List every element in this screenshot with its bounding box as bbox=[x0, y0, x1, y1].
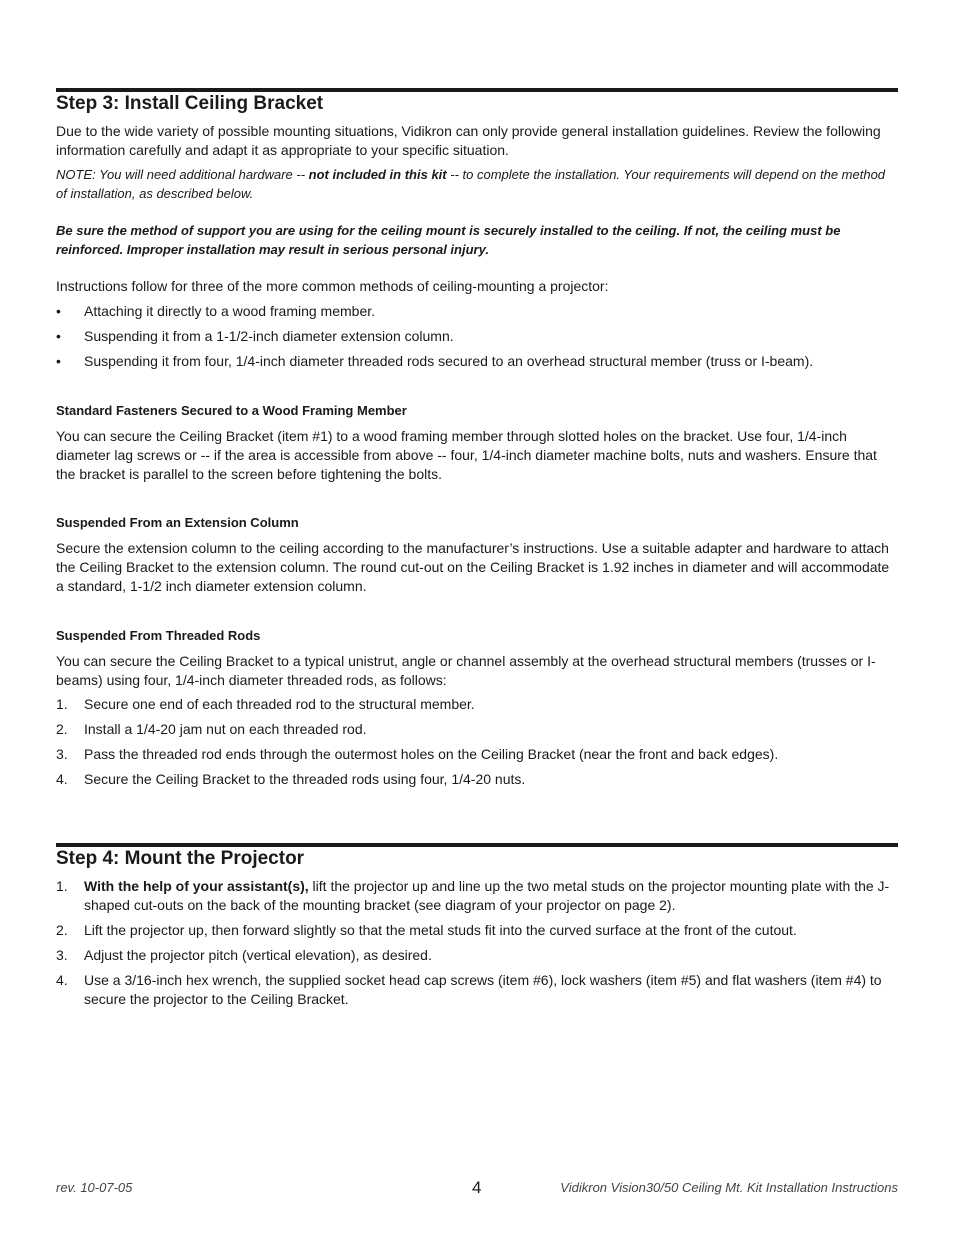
list-item-text: Adjust the projector pitch (vertical elevation), as desired. bbox=[84, 947, 432, 963]
step3-intro: Due to the wide variety of possible mounting situations, Vidikron can only provide general installation guidelines. Review the following information carefully and adapt it as appropriate to your specific situation. bbox=[56, 123, 881, 158]
list-item-text: Lift the projector up, then forward slightly so that the metal studs fit into the curved surface at the front of the cutout. bbox=[84, 922, 797, 938]
list-item-text: Secure the Ceiling Bracket to the threaded rods using four, 1/4-20 nuts. bbox=[84, 771, 526, 787]
column-text: Secure the extension column to the ceiling according to the manufacturer’s instructions. Use a suitable adapter and hardware to attach the Ceiling Bracket to the extension column. The round cut-out on the Ceiling Bracket is 1.92 inches in diameter and will accommodate a standard, 1-1/2 inch diameter extension column. bbox=[56, 540, 890, 594]
number-marker: 1. bbox=[56, 878, 68, 894]
rods-heading: Suspended From Threaded Rods bbox=[56, 628, 261, 643]
number-marker: 2. bbox=[56, 922, 68, 938]
number-marker: 3. bbox=[56, 947, 68, 963]
step3-warning: Be sure the method of support you are using for the ceiling mount is securely installed to the ceiling. If not, the ceiling must be reinforced. Improper installation may result in serious personal injury. bbox=[56, 223, 841, 257]
list-item bbox=[56, 695, 898, 714]
methods-intro: Instructions follow for three of the more common methods of ceiling-mounting a projector: bbox=[56, 278, 609, 294]
step3-title: Step 3: Install Ceiling Bracket bbox=[56, 93, 324, 114]
list-item-text: Secure one end of each threaded rod to the structural member. bbox=[84, 696, 475, 712]
list-item bbox=[56, 946, 898, 965]
list-item bbox=[56, 352, 898, 371]
footer-document-title: Vidikron Vision30/50 Ceiling Mt. Kit Installation Instructions bbox=[560, 1180, 898, 1195]
list-item-text: Suspending it from four, 1/4-inch diameter threaded rods secured to an overhead structural member (truss or I-beam). bbox=[84, 353, 814, 369]
column-heading: Suspended From an Extension Column bbox=[56, 515, 299, 530]
number-marker: 2. bbox=[56, 721, 68, 737]
list-item-text bbox=[84, 877, 898, 915]
list-item bbox=[56, 971, 898, 1009]
list-item bbox=[56, 720, 898, 739]
list-item-text: Suspending it from a 1-1/2-inch diameter extension column. bbox=[84, 328, 454, 344]
list-item-text: Attaching it directly to a wood framing member. bbox=[84, 303, 376, 319]
bullet-marker: • bbox=[56, 353, 61, 369]
list-item bbox=[56, 921, 898, 940]
note-suffix: -- to complete the installation. Your requirements will depend on the method of installation, as described below. bbox=[56, 167, 886, 201]
note-prefix: NOTE: You will need additional hardware -- bbox=[56, 167, 309, 182]
number-marker: 1. bbox=[56, 696, 68, 712]
section-rule bbox=[56, 88, 898, 92]
list-item bbox=[56, 327, 898, 346]
list-item bbox=[56, 877, 898, 915]
list-item-text: Pass the threaded rod ends through the outermost holes on the Ceiling Bracket (near the front and back edges). bbox=[84, 746, 779, 762]
wood-heading: Standard Fasteners Secured to a Wood Framing Member bbox=[56, 403, 407, 418]
wood-text: You can secure the Ceiling Bracket (item #1) to a wood framing member through slotted holes on the bracket. Use four, 1/4-inch diameter lag screws or -- if the area is accessible from above -- four, 1/4-inch diameter machine bolts, nuts and washers. Ensure that the bracket is parallel to the screen before tightening the bolts. bbox=[56, 428, 877, 482]
rods-text: You can secure the Ceiling Bracket to a typical unistrut, angle or channel assembly at the overhead structural members (trusses or I-beams) using four, 1/4-inch diameter threaded rods, as follows: bbox=[56, 653, 876, 688]
list-item bbox=[56, 302, 898, 321]
number-marker: 4. bbox=[56, 771, 68, 787]
number-marker: 3. bbox=[56, 746, 68, 762]
list-item bbox=[56, 745, 898, 764]
list-item-text: Install a 1/4-20 jam nut on each threaded rod. bbox=[84, 721, 367, 737]
number-marker: 4. bbox=[56, 972, 68, 988]
note-bold: not included in this kit bbox=[308, 167, 447, 182]
list-item-text: Use a 3/16-inch hex wrench, the supplied socket head cap screws (item #6), lock washers (item #5) and flat washers (item #4) to secure the projector to the Ceiling Bracket. bbox=[84, 972, 882, 1007]
bullet-marker: • bbox=[56, 328, 61, 344]
footer-page-number: 4 bbox=[472, 1178, 482, 1197]
step4-title: Step 4: Mount the Projector bbox=[56, 848, 305, 869]
step4-1-rest: lift the projector up and line up the two metal studs on the projector mounting plate with the J-shaped cut-outs on the back of the mounting bracket (see diagram of your projector on page 2). bbox=[84, 878, 890, 913]
section-rule bbox=[56, 843, 898, 847]
step3-note bbox=[56, 165, 898, 203]
bullet-marker: • bbox=[56, 303, 61, 319]
step4-1-bold: With the help of your assistant(s), bbox=[84, 878, 309, 894]
footer-revision: rev. 10-07-05 bbox=[56, 1180, 133, 1195]
list-item bbox=[56, 770, 898, 789]
